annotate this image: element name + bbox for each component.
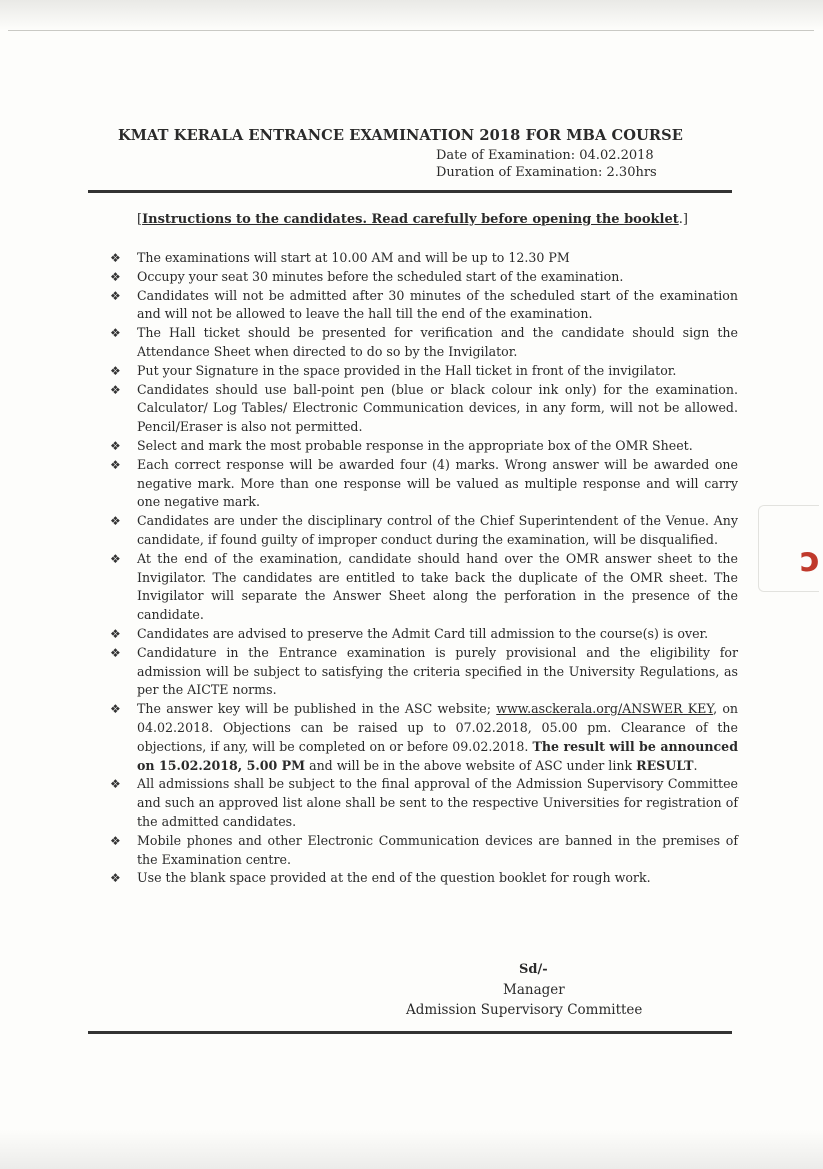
result-announcement: The result will be announced on 15.02.2018, 5.00 PM: [137, 738, 738, 773]
bullet-icon: ❖: [110, 251, 121, 265]
bullet-icon: ❖: [110, 288, 121, 303]
list-item: [110, 775, 738, 831]
instruction-text: Occupy your seat 30 minutes before the scheduled start of the examination.: [137, 268, 624, 284]
bullet-icon: ❖: [110, 382, 121, 397]
list-item: [110, 437, 738, 456]
header-rule: [88, 190, 732, 193]
signature-sd: Sd/-: [519, 962, 548, 977]
instruction-text: Candidates will not be admitted after 30 minutes of the scheduled start of the examination and will not be allowed to leave the hall till the end of the examination.: [137, 287, 738, 322]
instruction-text: Candidates are under the disciplinary control of the Chief Superintendent of the Venue. Any candidate, if found guilty of improper conduct during the examination, will be disqualified.: [137, 513, 738, 547]
scan-border-line: [8, 30, 814, 31]
heading-close: .]: [678, 212, 688, 227]
bullet-icon: ❖: [110, 438, 121, 453]
instruction-text: Candidature in the Entrance examination is purely provisional and the eligibility for admission will be subject to satisfying the criteria specified in the University Regulations, as per the AICTE norms.: [137, 644, 738, 698]
bullet-icon: ❖: [110, 269, 121, 284]
bullet-icon: ❖: [110, 645, 121, 660]
bullet-icon: ❖: [110, 551, 121, 566]
bullet-icon: ❖: [110, 626, 121, 641]
bullet-icon: ❖: [110, 702, 121, 717]
footer-rule: [88, 1031, 732, 1034]
signature-office: Admission Supervisory Committee: [406, 1002, 643, 1018]
result-link-label: RESULT: [636, 757, 694, 773]
instruction-text: At the end of the examination, candidate should hand over the OMR answer sheet to the Invigilator. The candidates are entitled to take back the duplicate of the OMR sheet. The Invigilator will separate the Answer Sheet along the perforation in the presence of the candidate.: [137, 550, 738, 623]
list-item: [110, 550, 738, 625]
instruction-text: Each correct response will be awarded four (4) marks. Wrong answer will be awarded one negative mark. More than one response will be valued as multiple response and will carry one negative mark.: [137, 456, 738, 510]
list-item: [110, 625, 738, 644]
bullet-icon: ❖: [110, 871, 121, 886]
instruction-text: Use the blank space provided at the end of the question booklet for rough work.: [137, 870, 651, 886]
signature-designation: Manager: [503, 982, 565, 998]
list-item: [110, 832, 738, 870]
answer-key-text: and will be in the above website of ASC under link: [305, 757, 637, 773]
bullet-icon: ❖: [110, 833, 121, 848]
list-item: [110, 456, 738, 512]
list-item: [110, 287, 738, 325]
list-item: [110, 869, 738, 888]
instruction-text: Candidates are advised to preserve the Admit Card till admission to the course(s) is over.: [137, 625, 709, 641]
list-item: [110, 324, 738, 362]
list-item: [110, 512, 738, 550]
bullet-icon: ❖: [110, 326, 121, 341]
exam-date: Date of Examination: 04.02.2018: [436, 148, 654, 163]
heading-open: [: [137, 212, 143, 227]
list-item: [110, 362, 738, 381]
instruction-text: Mobile phones and other Electronic Communication devices are banned in the premises of the Examination centre.: [137, 832, 738, 867]
answer-key-text: .: [693, 757, 698, 773]
scan-top-edge: [0, 0, 823, 30]
answer-key-text: The answer key will be published in the ASC website;: [137, 701, 497, 717]
answer-key-item: [110, 700, 738, 775]
margin-mark: ɔ: [800, 540, 821, 580]
answer-key-link[interactable]: www.asckerala.org/ANSWER KEY: [496, 701, 714, 717]
instruction-text: All admissions shall be subject to the final approval of the Admission Supervisory Committee and such an approved list alone shall be sent to the respective Universities for registration of the admitted candidates.: [137, 776, 738, 829]
heading-text: Instructions to the candidates. Read carefully before opening the booklet: [142, 212, 679, 227]
instructions-heading: [137, 212, 688, 227]
list-item: [110, 268, 738, 287]
instruction-text: Put your Signature in the space provided in the Hall ticket in front of the invigilator.: [137, 362, 677, 378]
list-item: [110, 644, 738, 700]
bullet-icon: ❖: [110, 363, 121, 378]
list-item: [110, 249, 738, 268]
instruction-text: Select and mark the most probable response in the appropriate box of the OMR Sheet.: [137, 437, 693, 453]
scan-bottom-edge: [0, 1130, 823, 1169]
answer-key-text: , on 04.02.2018. Objections can be raised up to 07.02.2018, 05.00 pm. Clearance of the objections, if any, will be completed on or before 09.02.2018.: [137, 701, 739, 754]
bullet-icon: ❖: [110, 514, 121, 529]
instruction-text: The Hall ticket should be presented for verification and the candidate should sign the Attendance Sheet when directed to do so by the Invigilator.: [137, 325, 738, 359]
bullet-icon: ❖: [110, 777, 121, 792]
list-item: [110, 381, 738, 437]
document-title: KMAT KERALA ENTRANCE EXAMINATION 2018 FOR MBA COURSE: [118, 127, 683, 144]
instruction-text: Candidates should use ball-point pen (blue or black colour ink only) for the examination. Calculator/ Log Tables/ Electronic Communication devices, in any form, will not be allowed. Pencil/Eraser is also not permitted.: [137, 381, 738, 435]
bullet-icon: ❖: [110, 457, 121, 472]
instruction-text: The examinations will start at 10.00 AM and will be up to 12.30 PM: [137, 250, 570, 265]
exam-duration: Duration of Examination: 2.30hrs: [436, 165, 657, 180]
instructions-list: [110, 249, 738, 888]
